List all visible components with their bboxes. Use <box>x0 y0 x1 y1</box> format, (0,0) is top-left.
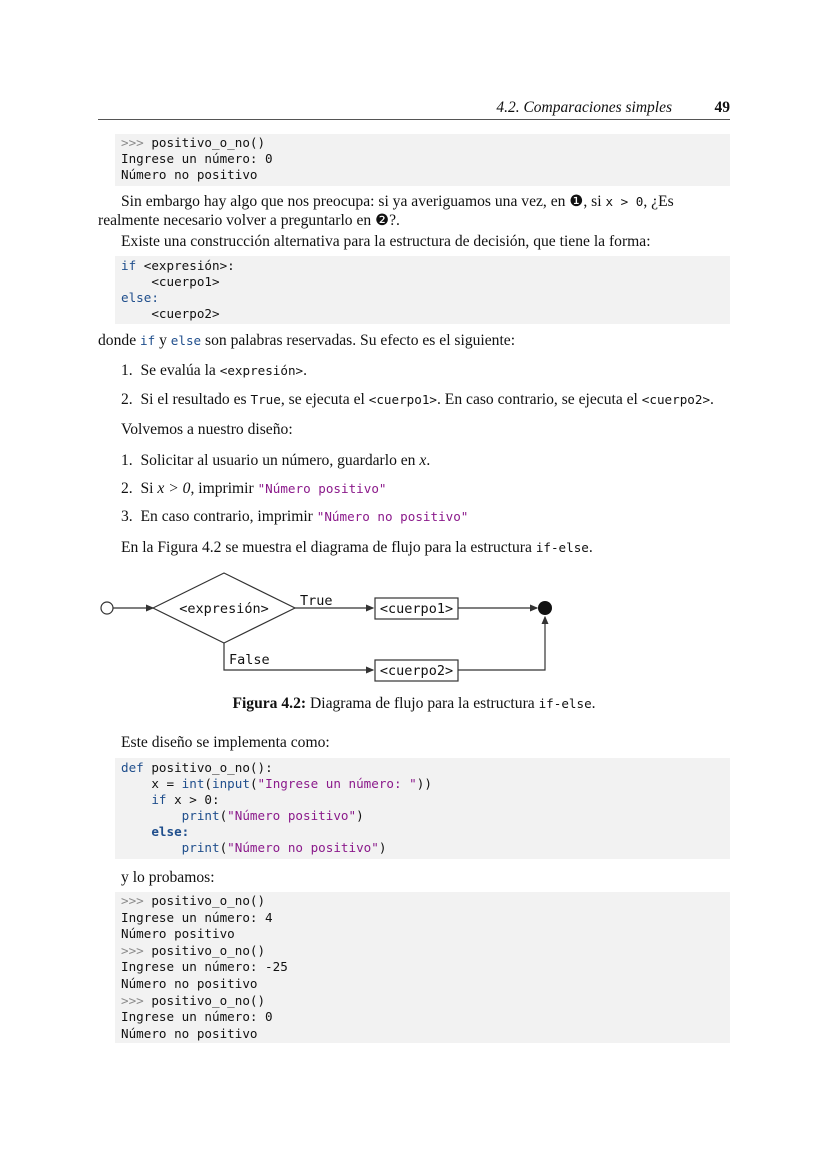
list-item: 2. Si el resultado es True, se ejecuta el <cuerpo1>. En caso contrario, se ejecuta el <cuerpo2>. <box>121 391 714 408</box>
code-line: print("Número positivo") <box>121 808 364 823</box>
code-line: if <expresión>: <box>121 258 235 273</box>
body1-label: <cuerpo1> <box>379 601 454 617</box>
code-line: else: <box>121 824 190 839</box>
code-line: def positivo_o_no(): <box>121 760 273 775</box>
list-item: 1. Solicitar al usuario un número, guardarlo en x. <box>121 452 431 469</box>
paragraph: y lo probamos: <box>121 869 215 886</box>
figure-caption: Figura 4.2: Diagrama de flujo para la estructura if-else. <box>232 695 596 712</box>
flowchart-if-else <box>90 568 560 688</box>
code-line: Número positivo <box>121 926 235 942</box>
code-line: x = int(input("Ingrese un número: ")) <box>121 776 432 791</box>
arrow-body2-to-end <box>458 617 545 670</box>
code-line: print("Número no positivo") <box>121 840 387 855</box>
page-number: 49 <box>714 99 730 116</box>
paragraph: Sin embargo hay algo que nos preocupa: si ya averiguamos una vez, en ❶, si x > 0, ¿Es <box>121 193 674 210</box>
code-block-function <box>115 758 730 859</box>
code-line: else: <box>121 290 159 305</box>
paragraph: Volvemos a nuestro diseño: <box>121 421 293 438</box>
section-title: 4.2. Comparaciones simples <box>496 99 672 116</box>
code-line: >>> positivo_o_no() <box>121 135 266 150</box>
code-line: >>> positivo_o_no() <box>121 992 266 1008</box>
code-block-session-1 <box>115 134 730 186</box>
code-line: >>> positivo_o_no() <box>121 893 266 908</box>
code-block-session-2 <box>115 892 730 1043</box>
marker-2: ❷ <box>375 212 390 229</box>
code-line: Ingrese un número: 0 <box>121 151 273 166</box>
start-node <box>101 602 113 614</box>
code-line: >>> positivo_o_no() <box>121 942 266 958</box>
code-line: Ingrese un número: 0 <box>121 1009 273 1025</box>
code-line: if x > 0: <box>121 792 220 807</box>
code-line: Número no positivo <box>121 976 258 991</box>
paragraph: Existe una construcción alternativa para la estructura de decisión, que tiene la forma: <box>121 233 651 250</box>
paragraph: Este diseño se implementa como: <box>121 734 330 751</box>
paragraph: En la Figura 4.2 se muestra el diagrama de flujo para la estructura if-else. <box>121 539 593 556</box>
end-node <box>538 601 552 615</box>
list-item: 2. Si x > 0, imprimir "Número positivo" <box>121 480 387 497</box>
code-line: Ingrese un número: -25 <box>121 959 288 975</box>
marker-1: ❶ <box>569 193 584 210</box>
body2-label: <cuerpo2> <box>379 663 454 679</box>
true-label: True <box>300 593 333 609</box>
code-block-if-else-syntax <box>115 256 730 324</box>
code-line: Ingrese un número: 4 <box>121 909 273 925</box>
condition-label: <expresión> <box>179 601 269 617</box>
list-item: 1. Se evalúa la <expresión>. <box>121 362 308 379</box>
false-label: False <box>229 652 270 668</box>
code-line: Número no positivo <box>121 1025 258 1041</box>
page-header <box>98 99 730 120</box>
list-item: 3. En caso contrario, imprimir "Número no positivo" <box>121 508 469 525</box>
code-line: <cuerpo2> <box>121 306 220 321</box>
code-line: Número no positivo <box>121 167 258 182</box>
paragraph: donde if y else son palabras reservadas. Su efecto es el siguiente: <box>98 332 516 349</box>
code-line: <cuerpo1> <box>121 274 220 289</box>
paragraph-line: realmente necesario volver a preguntarlo en ❷?. <box>98 212 400 229</box>
